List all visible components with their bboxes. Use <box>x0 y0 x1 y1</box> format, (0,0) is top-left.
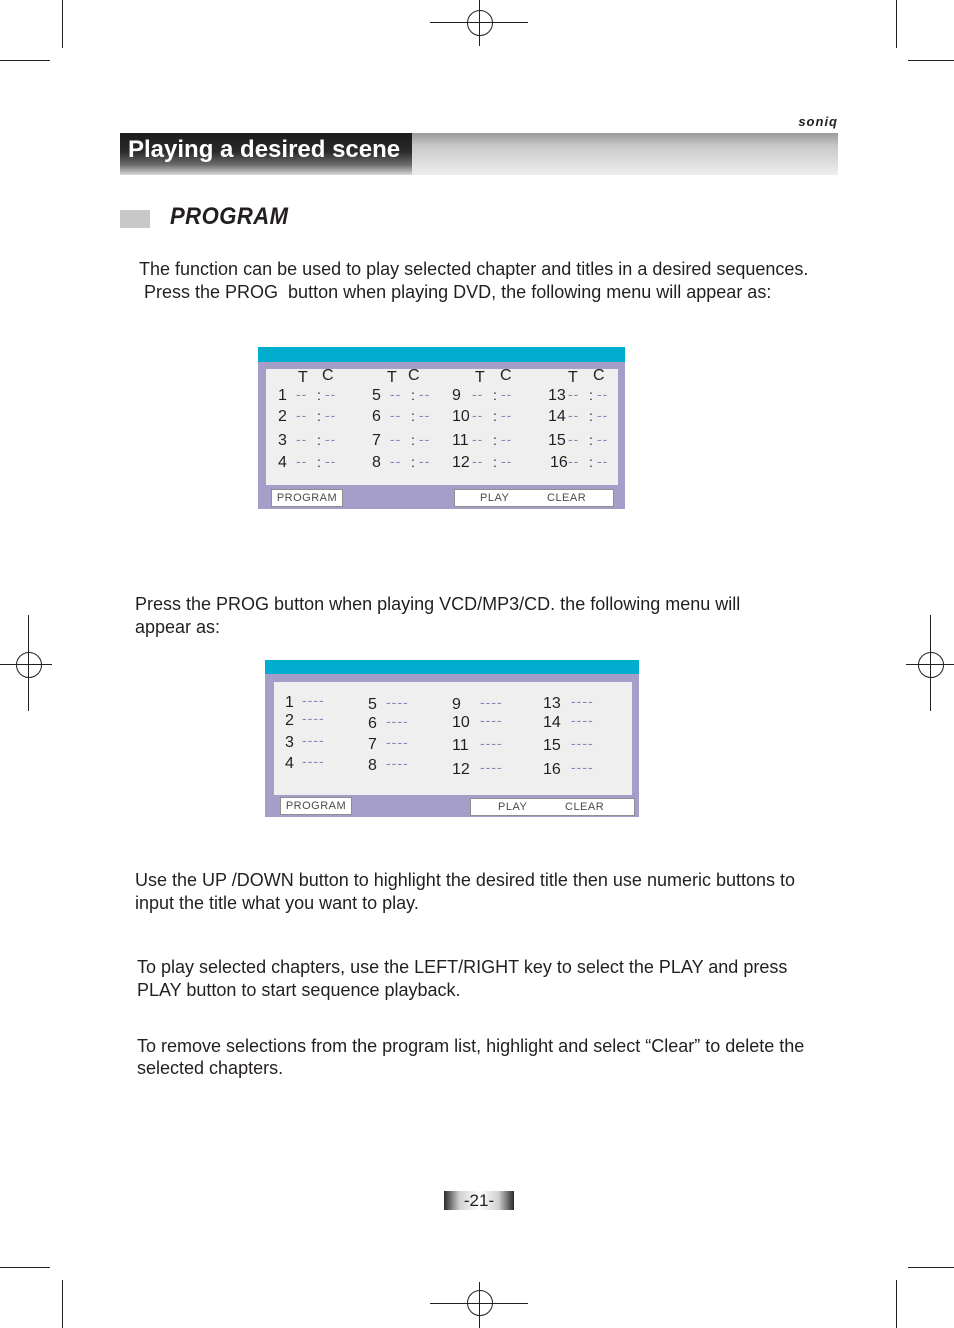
subtitle-marker <box>120 210 150 228</box>
slot-number: 6 <box>368 715 377 732</box>
track-placeholder: ---- <box>302 732 325 748</box>
column-header-title: T <box>475 369 485 386</box>
slot-number: 7 <box>368 736 377 753</box>
crop-mark <box>62 0 63 48</box>
slot-separator: : <box>317 408 321 424</box>
play-button[interactable]: PLAY <box>498 801 528 813</box>
slot-number: 13 <box>543 695 561 712</box>
registration-circle <box>467 1290 493 1316</box>
track-placeholder: ---- <box>386 734 409 750</box>
slot-number: 1 <box>278 387 287 404</box>
page-number: -21- <box>444 1191 514 1210</box>
menu-grid <box>266 369 618 485</box>
track-placeholder: ---- <box>571 759 594 775</box>
track-placeholder: ---- <box>302 692 325 708</box>
section-title: PROGRAM <box>170 203 289 230</box>
title-placeholder: -- <box>568 431 580 447</box>
page-title: Playing a desired scene <box>120 133 412 175</box>
slot-number: 3 <box>278 432 287 449</box>
instruction-line: PLAY button to start sequence playback. <box>137 980 461 1000</box>
track-placeholder: ---- <box>571 693 594 709</box>
slot-number: 8 <box>372 454 381 471</box>
chapter-placeholder: -- <box>325 386 337 402</box>
slot-number: 9 <box>452 696 461 713</box>
slot-separator: : <box>589 408 593 424</box>
title-placeholder: -- <box>296 407 308 423</box>
registration-circle <box>16 652 42 678</box>
chapter-placeholder: -- <box>419 386 431 402</box>
chapter-placeholder: -- <box>325 431 337 447</box>
slot-number: 9 <box>452 387 461 404</box>
slot-separator: : <box>411 408 415 424</box>
slot-number: 3 <box>285 734 294 751</box>
slot-number: 6 <box>372 408 381 425</box>
clear-button[interactable]: CLEAR <box>565 801 605 813</box>
title-placeholder: -- <box>568 386 580 402</box>
intro-line: Press the PROG button when playing DVD, the following menu will appear as: <box>139 282 772 302</box>
title-placeholder: -- <box>296 453 308 469</box>
registration-circle <box>918 652 944 678</box>
column-header-chapter: C <box>500 367 512 384</box>
slot-separator: : <box>589 454 593 470</box>
track-placeholder: ---- <box>571 735 594 751</box>
track-placeholder: ---- <box>302 710 325 726</box>
vcd-intro-line: appear as: <box>135 617 221 637</box>
crop-mark <box>908 1267 954 1268</box>
title-placeholder: -- <box>472 453 484 469</box>
track-placeholder: ---- <box>386 713 409 729</box>
slot-number: 16 <box>550 454 568 471</box>
slot-separator: : <box>493 432 497 448</box>
slot-number: 16 <box>543 761 561 778</box>
title-placeholder: -- <box>472 431 484 447</box>
track-placeholder: ---- <box>571 712 594 728</box>
title-placeholder: -- <box>390 431 402 447</box>
menu-title-bar <box>258 347 625 362</box>
chapter-placeholder: -- <box>325 453 337 469</box>
slot-number: 2 <box>278 408 287 425</box>
play-button[interactable]: PLAY <box>480 492 510 504</box>
chapter-placeholder: -- <box>597 386 609 402</box>
track-placeholder: ---- <box>386 694 409 710</box>
chapter-placeholder: -- <box>597 453 609 469</box>
play-clear-bar[interactable] <box>454 489 614 507</box>
chapter-placeholder: -- <box>419 407 431 423</box>
vcd-intro-line: Press the PROG button when playing VCD/MP3/CD. the following menu will <box>135 594 741 614</box>
slot-number: 14 <box>548 408 566 425</box>
title-placeholder: -- <box>390 453 402 469</box>
slot-number: 5 <box>372 387 381 404</box>
slot-separator: : <box>493 387 497 403</box>
column-header-chapter: C <box>593 367 605 384</box>
slot-number: 15 <box>543 737 561 754</box>
chapter-placeholder: -- <box>325 407 337 423</box>
slot-separator: : <box>317 387 321 403</box>
brand-logo: soniq <box>798 114 838 129</box>
crop-mark <box>908 60 954 61</box>
slot-number: 10 <box>452 714 470 731</box>
track-placeholder: ---- <box>386 755 409 771</box>
registration-circle <box>467 10 493 36</box>
program-button[interactable]: PROGRAM <box>280 797 352 815</box>
title-placeholder: -- <box>296 386 308 402</box>
slot-number: 2 <box>285 712 294 729</box>
clear-button[interactable]: CLEAR <box>547 492 587 504</box>
slot-number: 1 <box>285 694 294 711</box>
slot-number: 4 <box>278 454 287 471</box>
track-placeholder: ---- <box>480 694 503 710</box>
instruction-line: To remove selections from the program list, highlight and select “Clear” to delete the <box>137 1036 805 1056</box>
slot-separator: : <box>411 387 415 403</box>
instruction-line: input the title what you want to play. <box>135 893 419 913</box>
title-placeholder: -- <box>568 407 580 423</box>
intro-line: The function can be used to play selected chapter and titles in a desired sequences. <box>139 259 809 279</box>
title-placeholder: -- <box>472 386 484 402</box>
track-placeholder: ---- <box>480 735 503 751</box>
vcd-program-menu <box>265 660 639 817</box>
column-header-title: T <box>387 369 397 386</box>
chapter-placeholder: -- <box>419 453 431 469</box>
slot-separator: : <box>493 454 497 470</box>
slot-separator: : <box>411 432 415 448</box>
crop-mark <box>0 60 50 61</box>
slot-number: 15 <box>548 432 566 449</box>
chapter-placeholder: -- <box>501 386 513 402</box>
slot-number: 7 <box>372 432 381 449</box>
title-placeholder: -- <box>296 431 308 447</box>
slot-number: 5 <box>368 696 377 713</box>
instruction-line: selected chapters. <box>137 1058 284 1078</box>
dvd-program-menu <box>258 347 625 509</box>
chapter-placeholder: -- <box>501 407 513 423</box>
column-header-title: T <box>568 369 578 386</box>
slot-separator: : <box>411 454 415 470</box>
slot-number: 12 <box>452 761 470 778</box>
chapter-placeholder: -- <box>419 431 431 447</box>
slot-number: 11 <box>452 432 469 449</box>
chapter-placeholder: -- <box>597 431 609 447</box>
slot-separator: : <box>589 432 593 448</box>
play-clear-bar[interactable] <box>470 798 635 816</box>
title-placeholder: -- <box>568 453 580 469</box>
slot-separator: : <box>493 408 497 424</box>
chapter-placeholder: -- <box>501 453 513 469</box>
slot-separator: : <box>317 432 321 448</box>
crop-mark <box>896 1280 897 1328</box>
crop-mark <box>896 0 897 48</box>
instruction-line: Use the UP /DOWN button to highlight the desired title then use numeric buttons to <box>135 870 796 890</box>
crop-mark <box>62 1280 63 1328</box>
column-header-chapter: C <box>408 367 420 384</box>
slot-number: 11 <box>452 737 469 754</box>
title-placeholder: -- <box>472 407 484 423</box>
crop-mark <box>0 1267 50 1268</box>
slot-number: 8 <box>368 757 377 774</box>
slot-separator: : <box>589 387 593 403</box>
track-placeholder: ---- <box>480 712 503 728</box>
slot-separator: : <box>317 454 321 470</box>
chapter-placeholder: -- <box>597 407 609 423</box>
slot-number: 10 <box>452 408 470 425</box>
slot-number: 12 <box>452 454 470 471</box>
column-header-chapter: C <box>322 367 334 384</box>
slot-number: 14 <box>543 714 561 731</box>
chapter-placeholder: -- <box>501 431 513 447</box>
slot-number: 13 <box>548 387 566 404</box>
track-placeholder: ---- <box>480 759 503 775</box>
menu-grid <box>274 682 632 795</box>
slot-number: 4 <box>285 755 294 772</box>
program-button[interactable]: PROGRAM <box>271 489 343 507</box>
title-placeholder: -- <box>390 407 402 423</box>
instruction-line: To play selected chapters, use the LEFT/RIGHT key to select the PLAY and press <box>137 957 788 977</box>
column-header-title: T <box>298 369 308 386</box>
track-placeholder: ---- <box>302 753 325 769</box>
title-placeholder: -- <box>390 386 402 402</box>
menu-title-bar <box>265 660 639 674</box>
